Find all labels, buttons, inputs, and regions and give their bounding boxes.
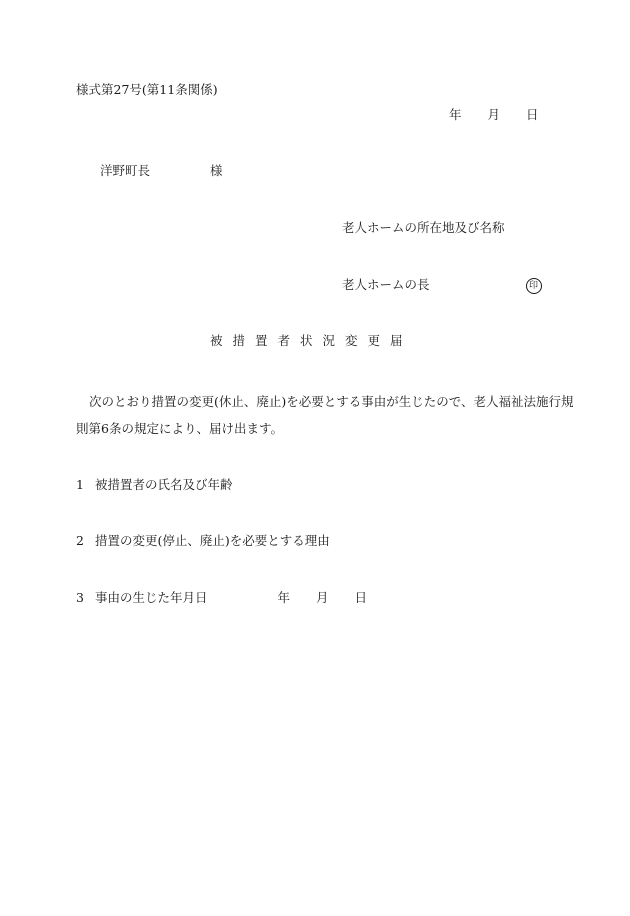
addressee-name: 洋野町長 <box>100 163 151 178</box>
item-label: 被措置者の氏名及び年齢 <box>95 477 233 492</box>
item-label: 措置の変更(停止、廃止)を必要とする理由 <box>95 533 330 548</box>
event-date <box>278 590 368 605</box>
home-address-name-label: 老人ホームの所在地及び名称 <box>342 220 505 235</box>
date-month: 月 <box>487 107 501 122</box>
body-paragraph: 次のとおり措置の変更(休止、廃止)を必要とする事由が生じたので、老人福祉法施行規則第6条の規定により、届け出ます。 <box>76 394 574 436</box>
submission-date <box>449 107 539 123</box>
addressee-honorific: 様 <box>210 163 223 178</box>
document-title: 被措置者状況変更届 <box>210 333 413 348</box>
date-day: 日 <box>526 107 539 122</box>
event-year: 年 <box>277 590 291 605</box>
item-number: 1 <box>76 477 84 492</box>
home-head-label: 老人ホームの長 <box>342 277 430 292</box>
seal-mark: 印 <box>526 278 542 294</box>
date-year: 年 <box>449 107 462 122</box>
item-number: 3 <box>76 590 84 605</box>
item-number: 2 <box>76 533 84 548</box>
form-number: 様式第27号(第11条関係) <box>76 82 218 97</box>
addressee <box>100 163 223 179</box>
item-2 <box>76 533 330 549</box>
item-1 <box>76 477 233 493</box>
home-head-line <box>342 277 542 294</box>
item-label: 事由の生じた年月日 <box>95 590 208 605</box>
item-3 <box>76 590 367 606</box>
event-month: 月 <box>316 590 329 605</box>
event-day: 日 <box>354 590 368 605</box>
